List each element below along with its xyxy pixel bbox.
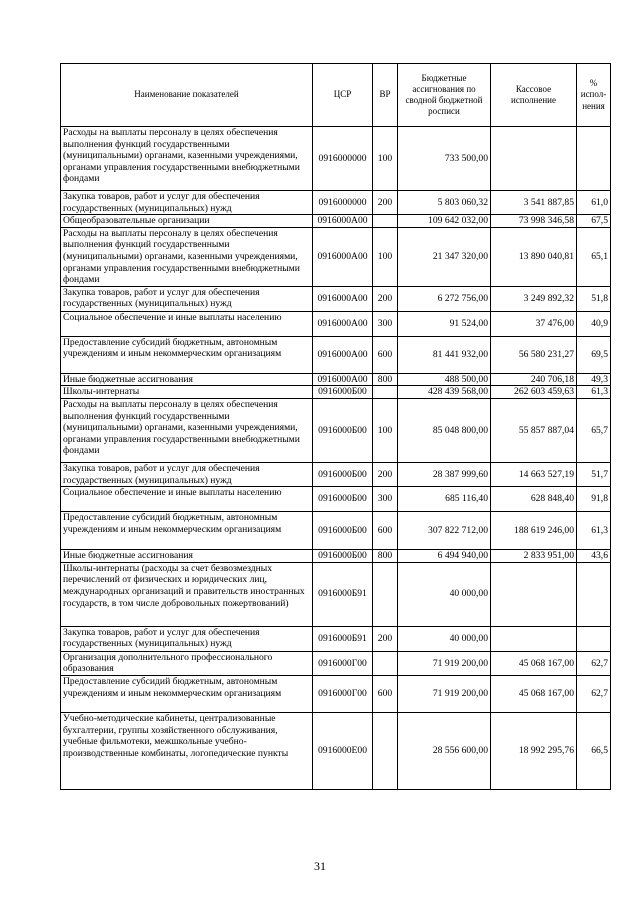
row-budget: 40 000,00 [398, 562, 491, 626]
row-name: Расходы на выплаты персоналу в целях обеспечения выполнения функций государственными (муниципальными) органами, казенными учреждениями, органами управления государственными внебюджетными фондами [61, 127, 313, 191]
table-row [61, 373, 611, 386]
row-name: Социальное обеспечение и иные выплаты населению [61, 311, 313, 336]
row-csr: 0916000Е00 [313, 712, 373, 789]
row-cash [491, 626, 577, 651]
row-percent: 43,6 [577, 550, 611, 563]
table-row [61, 191, 611, 215]
row-cash [491, 562, 577, 626]
row-csr: 0916000Б00 [313, 487, 373, 512]
row-budget: 71 919 200,00 [398, 675, 491, 712]
table-row [61, 550, 611, 563]
row-cash: 3 541 887,85 [491, 191, 577, 215]
row-csr: 0916000Б00 [313, 550, 373, 563]
table-row [61, 562, 611, 626]
row-budget: 5 803 060,32 [398, 191, 491, 215]
row-csr: 0916000Б00 [313, 386, 373, 399]
row-name: Школы-интернаты (расходы за счет безвозмездных перечислений от физических и юридических лиц, международных организаций и правительств иностранных государств, в том числе добровольных пожертвований) [61, 562, 313, 626]
row-name: Расходы на выплаты персоналу в целях обеспечения выполнения функций государственными (муниципальными) органами, казенными учреждениями, органами управления государственными внебюджетными фондами [61, 227, 313, 286]
row-cash: 55 857 887,04 [491, 398, 577, 462]
row-vr: 200 [373, 191, 398, 215]
header-budget-allocations: Бюджетные ассигнования по сводной бюджетной росписи [398, 64, 491, 127]
row-csr: 0916000Б00 [313, 462, 373, 486]
table-row [61, 512, 611, 550]
header-vr: ВР [373, 64, 398, 127]
row-percent: 65,7 [577, 398, 611, 462]
row-budget: 81 441 932,00 [398, 336, 491, 373]
row-name: Учебно-методические кабинеты, централизованные бухгалтерии, группы хозяйственного обслуживания, учебные фильмотеки, межшкольные учебно-производственные комбинаты, логопедические пункты [61, 712, 313, 789]
row-csr: 0916000Б00 [313, 512, 373, 550]
header-cash-execution: Кассовое исполнение [491, 64, 577, 127]
row-name: Закупка товаров, работ и услуг для обеспечения государственных (муниципальных) нужд [61, 286, 313, 311]
table-row [61, 398, 611, 462]
table-row [61, 651, 611, 675]
row-budget: 28 387 999,60 [398, 462, 491, 486]
row-csr: 0916000Б00 [313, 398, 373, 462]
row-percent: 66,5 [577, 712, 611, 789]
table-body [61, 127, 611, 790]
row-budget: 21 347 320,00 [398, 227, 491, 286]
page-number: 31 [314, 859, 326, 873]
row-cash: 45 068 167,00 [491, 651, 577, 675]
row-percent: 69,5 [577, 336, 611, 373]
row-budget: 109 642 032,00 [398, 215, 491, 228]
budget-execution-table [60, 63, 611, 790]
table-row [61, 336, 611, 373]
row-cash: 13 890 040,81 [491, 227, 577, 286]
row-vr [373, 651, 398, 675]
row-budget: 71 919 200,00 [398, 651, 491, 675]
row-csr: 0916000Б91 [313, 626, 373, 651]
table-row [61, 626, 611, 651]
row-percent [577, 127, 611, 191]
row-cash: 37 476,00 [491, 311, 577, 336]
row-percent: 61,3 [577, 386, 611, 399]
row-csr: 0916000А00 [313, 227, 373, 286]
row-cash: 262 603 459,63 [491, 386, 577, 399]
row-percent: 91,8 [577, 487, 611, 512]
row-percent: 62,7 [577, 675, 611, 712]
row-vr: 200 [373, 462, 398, 486]
row-percent: 61,3 [577, 512, 611, 550]
row-vr [373, 386, 398, 399]
row-name: Предоставление субсидий бюджетным, автономным учреждениям и иным некоммерческим организациям [61, 675, 313, 712]
row-name: Иные бюджетные ассигнования [61, 550, 313, 563]
row-percent: 65,1 [577, 227, 611, 286]
row-budget: 733 500,00 [398, 127, 491, 191]
row-budget: 685 116,40 [398, 487, 491, 512]
header-csr: ЦСР [313, 64, 373, 127]
table-row [61, 127, 611, 191]
row-csr: 0916000000 [313, 127, 373, 191]
row-percent: 62,7 [577, 651, 611, 675]
row-budget: 91 524,00 [398, 311, 491, 336]
row-budget: 6 494 940,00 [398, 550, 491, 563]
row-csr: 0916000000 [313, 191, 373, 215]
row-vr: 200 [373, 286, 398, 311]
row-name: Закупка товаров, работ и услуг для обеспечения государственных (муниципальных) нужд [61, 462, 313, 486]
row-budget: 40 000,00 [398, 626, 491, 651]
row-name: Иные бюджетные ассигнования [61, 373, 313, 386]
row-budget: 488 500,00 [398, 373, 491, 386]
row-percent: 49,3 [577, 373, 611, 386]
row-cash: 73 998 346,58 [491, 215, 577, 228]
row-vr: 200 [373, 626, 398, 651]
table-row [61, 286, 611, 311]
row-vr: 600 [373, 512, 398, 550]
row-csr: 0916000А00 [313, 311, 373, 336]
row-percent: 51,8 [577, 286, 611, 311]
row-name: Закупка товаров, работ и услуг для обеспечения государственных (муниципальных) нужд [61, 191, 313, 215]
row-vr [373, 712, 398, 789]
row-cash: 628 848,40 [491, 487, 577, 512]
row-cash: 45 068 167,00 [491, 675, 577, 712]
row-vr: 100 [373, 227, 398, 286]
row-csr: 0916000А00 [313, 373, 373, 386]
row-name: Организация дополнительного профессионального образования [61, 651, 313, 675]
row-percent: 40,9 [577, 311, 611, 336]
row-budget: 28 556 600,00 [398, 712, 491, 789]
row-csr: 0916000А00 [313, 336, 373, 373]
row-vr [373, 215, 398, 228]
row-name: Закупка товаров, работ и услуг для обеспечения государственных (муниципальных) нужд [61, 626, 313, 651]
row-cash: 14 663 527,19 [491, 462, 577, 486]
row-vr: 600 [373, 336, 398, 373]
row-csr: 0916000Г00 [313, 651, 373, 675]
row-name: Общеобразовательные организации [61, 215, 313, 228]
row-vr: 800 [373, 373, 398, 386]
row-budget: 6 272 756,00 [398, 286, 491, 311]
table-row [61, 386, 611, 399]
row-name: Предоставление субсидий бюджетным, автономным учреждениям и иным некоммерческим организациям [61, 336, 313, 373]
row-budget: 85 048 800,00 [398, 398, 491, 462]
row-vr: 600 [373, 675, 398, 712]
row-csr: 0916000А00 [313, 286, 373, 311]
row-cash [491, 127, 577, 191]
row-vr: 800 [373, 550, 398, 563]
row-cash: 188 619 246,00 [491, 512, 577, 550]
row-csr: 0916000Г00 [313, 675, 373, 712]
row-percent: 61,0 [577, 191, 611, 215]
row-vr: 300 [373, 311, 398, 336]
table-row [61, 311, 611, 336]
header-execution-percent: % испол-нения [577, 64, 611, 127]
row-name: Предоставление субсидий бюджетным, автономным учреждениям и иным некоммерческим организациям [61, 512, 313, 550]
row-budget: 428 439 568,00 [398, 386, 491, 399]
table-row [61, 227, 611, 286]
table-row [61, 462, 611, 486]
table-row [61, 487, 611, 512]
row-vr: 100 [373, 398, 398, 462]
row-cash: 18 992 295,76 [491, 712, 577, 789]
row-name: Социальное обеспечение и иные выплаты населению [61, 487, 313, 512]
row-cash: 240 706,18 [491, 373, 577, 386]
table-row [61, 675, 611, 712]
row-percent: 51,7 [577, 462, 611, 486]
row-percent: 67,5 [577, 215, 611, 228]
table-header-row [61, 64, 611, 127]
table-row [61, 712, 611, 789]
row-name: Школы-интернаты [61, 386, 313, 399]
row-vr [373, 562, 398, 626]
table-row [61, 215, 611, 228]
header-indicator-name: Наименование показателей [61, 64, 313, 127]
row-name: Расходы на выплаты персоналу в целях обеспечения выполнения функций государственными (муниципальными) органами, казенными учреждениями, органами управления государственными внебюджетными фондами [61, 398, 313, 462]
row-csr: 0916000А00 [313, 215, 373, 228]
row-cash: 3 249 892,32 [491, 286, 577, 311]
row-percent [577, 562, 611, 626]
row-cash: 2 833 951,00 [491, 550, 577, 563]
row-percent [577, 626, 611, 651]
row-csr: 0916000Б91 [313, 562, 373, 626]
row-budget: 307 822 712,00 [398, 512, 491, 550]
row-vr: 100 [373, 127, 398, 191]
row-cash: 56 580 231,27 [491, 336, 577, 373]
row-vr: 300 [373, 487, 398, 512]
